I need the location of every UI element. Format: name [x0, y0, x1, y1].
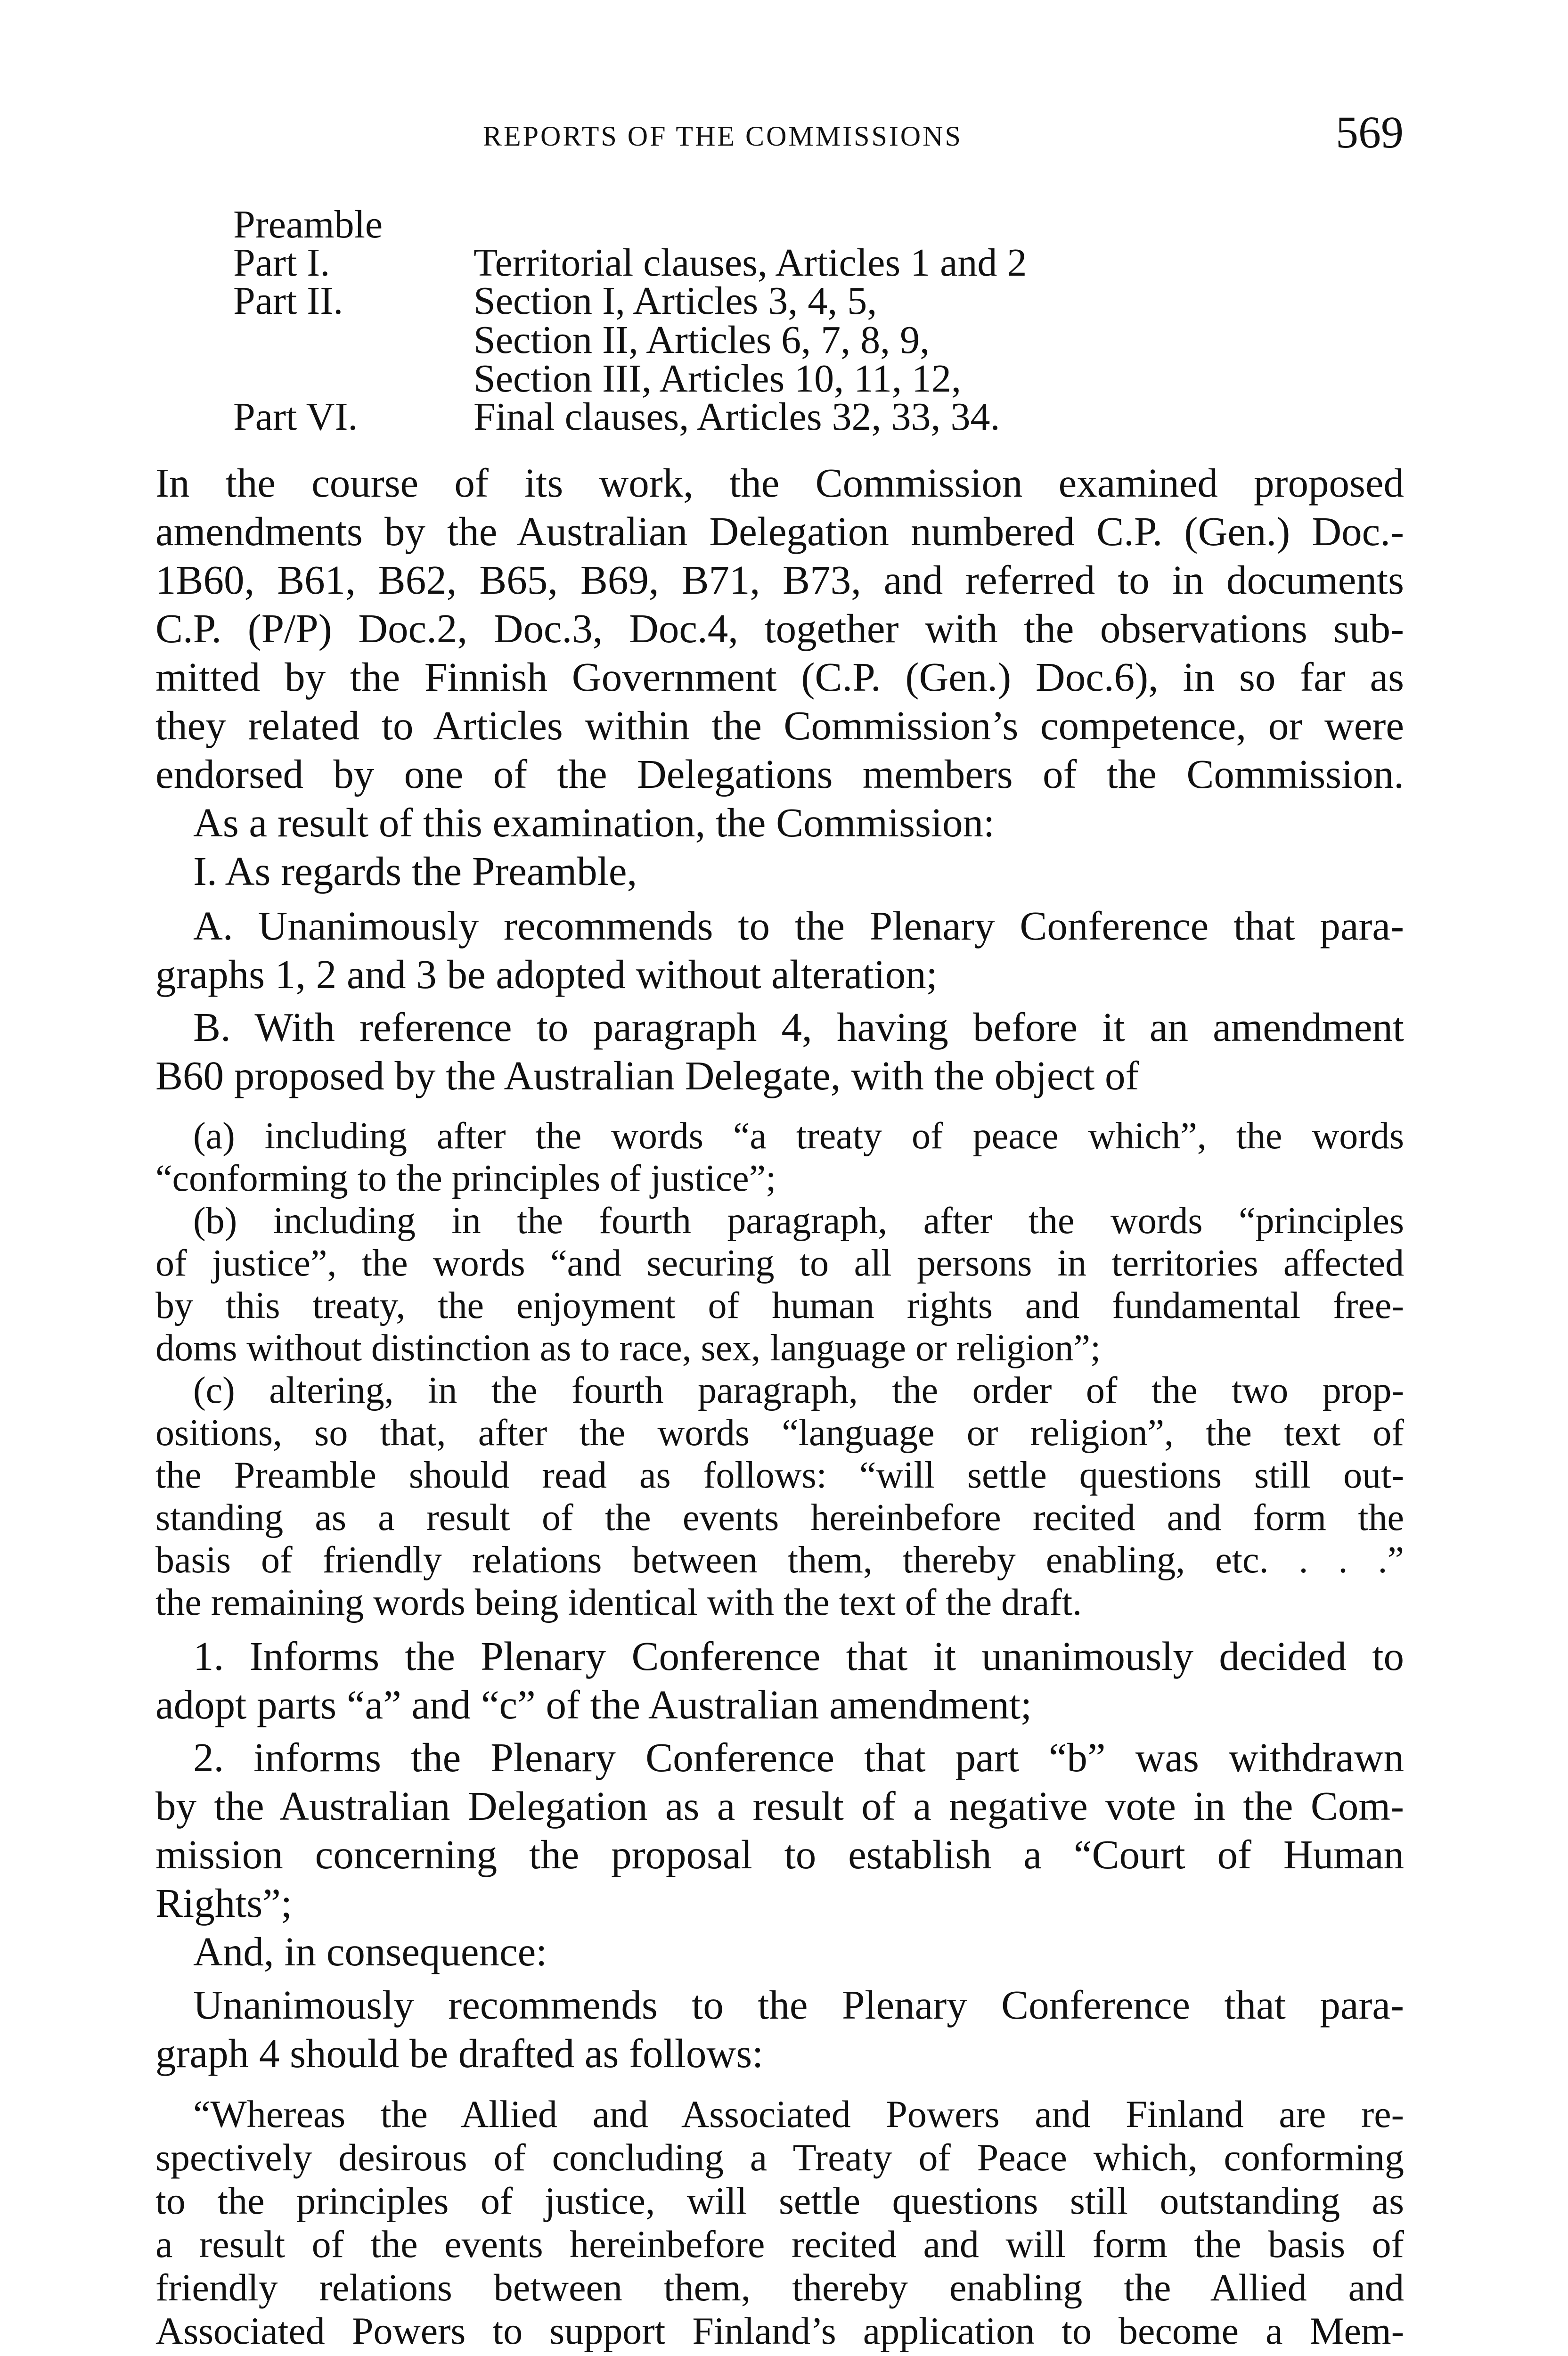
body-line: amendments by the Australian Delegation numbered C.P. (Gen.) Doc.- — [155, 508, 1404, 554]
amendment-line: standing as a result of the events hereinbefore recited and form the — [155, 1497, 1404, 1538]
contents-label: Part VI. — [233, 395, 358, 439]
body-line: by the Australian Delegation as a result of a negative vote in the Com- — [155, 1783, 1404, 1829]
contents-description: Final clauses, Articles 32, 33, 34. — [474, 395, 1000, 439]
quoted-line: a result of the events hereinbefore recited and will form the basis of — [155, 2223, 1404, 2266]
body-line: adopt parts “a” and “c” of the Australian amendment; — [155, 1682, 1032, 1727]
body-line: mitted by the Finnish Government (C.P. (Gen.) Doc.6), in so far as — [155, 654, 1404, 700]
body-line: 2. informs the Plenary Conference that part “b” was withdrawn — [193, 1734, 1404, 1780]
body-line: Rights”; — [155, 1880, 293, 1926]
quoted-line: “Whereas the Allied and Associated Powers and Finland are re- — [193, 2093, 1404, 2135]
amendment-line: the Preamble should read as follows: “will settle questions still out- — [155, 1455, 1404, 1496]
body-line: endorsed by one of the Delegations members of the Commission. — [155, 751, 1404, 797]
quoted-line: to the principles of justice, will settle questions still outstanding as — [155, 2179, 1404, 2222]
body-line: 1. Informs the Plenary Conference that it unanimously decided to — [193, 1633, 1404, 1679]
contents-label: Preamble — [233, 203, 383, 246]
body-line: 1B60, B61, B62, B65, B69, B71, B73, and referred to in documents — [155, 557, 1404, 603]
body-line: In the course of its work, the Commission examined proposed — [155, 460, 1404, 506]
quoted-line: friendly relations between them, thereby enabling the Allied and — [155, 2266, 1404, 2309]
amendment-line: doms without distinction as to race, sex, language or religion”; — [155, 1327, 1101, 1369]
amendment-line: “conforming to the principles of justice”; — [155, 1158, 776, 1199]
section-heading: I. As regards the Preamble, — [193, 848, 637, 894]
page-number: 569 — [1336, 107, 1404, 157]
body-line: graph 4 should be drafted as follows: — [155, 2030, 764, 2076]
amendment-line: by this treaty, the enjoyment of human rights and fundamental free- — [155, 1285, 1404, 1326]
body-line: C.P. (P/P) Doc.2, Doc.3, Doc.4, together with the observations sub- — [155, 605, 1404, 651]
amendment-line: (b) including in the fourth paragraph, after the words “principles — [193, 1200, 1404, 1242]
body-line: mission concerning the proposal to establish a “Court of Human — [155, 1832, 1404, 1877]
quoted-line: spectively desirous of concluding a Treaty of Peace which, conforming — [155, 2136, 1404, 2179]
contents-description: Territorial clauses, Articles 1 and 2 — [474, 241, 1027, 285]
contents-description: Section I, Articles 3, 4, 5, — [474, 279, 877, 323]
body-line: B. With reference to paragraph 4, having before it an amendment — [193, 1004, 1404, 1050]
contents-description: Section III, Articles 10, 11, 12, — [474, 357, 962, 401]
quoted-line: Associated Powers to support Finland’s application to become a Mem- — [155, 2309, 1404, 2352]
amendment-line: of justice”, the words “and securing to all persons in territories affected — [155, 1243, 1404, 1284]
amendment-line: (c) altering, in the fourth paragraph, the order of the two prop- — [193, 1370, 1404, 1411]
body-line: As a result of this examination, the Commission: — [193, 800, 995, 845]
amendment-line: the remaining words being identical with the text of the draft. — [155, 1582, 1082, 1623]
contents-label: Part II. — [233, 279, 343, 323]
body-line: Unanimously recommends to the Plenary Conference that para- — [193, 1982, 1404, 2028]
amendment-line: ositions, so that, after the words “language or religion”, the text of — [155, 1412, 1404, 1454]
running-head: REPORTS OF THE COMMISSIONS — [483, 121, 963, 152]
body-line: graphs 1, 2 and 3 be adopted without alteration; — [155, 951, 938, 997]
body-line: they related to Articles within the Commission’s competence, or were — [155, 703, 1404, 748]
body-line: B60 proposed by the Australian Delegate, with the object of — [155, 1053, 1139, 1098]
body-line: A. Unanimously recommends to the Plenary Conference that para- — [193, 903, 1404, 949]
amendment-line: (a) including after the words “a treaty of peace which”, the words — [193, 1115, 1404, 1157]
contents-description: Section II, Articles 6, 7, 8, 9, — [474, 318, 930, 362]
amendment-line: basis of friendly relations between them, thereby enabling, etc. . . .” — [155, 1539, 1404, 1581]
body-line: And, in consequence: — [193, 1929, 547, 1974]
contents-label: Part I. — [233, 241, 330, 285]
